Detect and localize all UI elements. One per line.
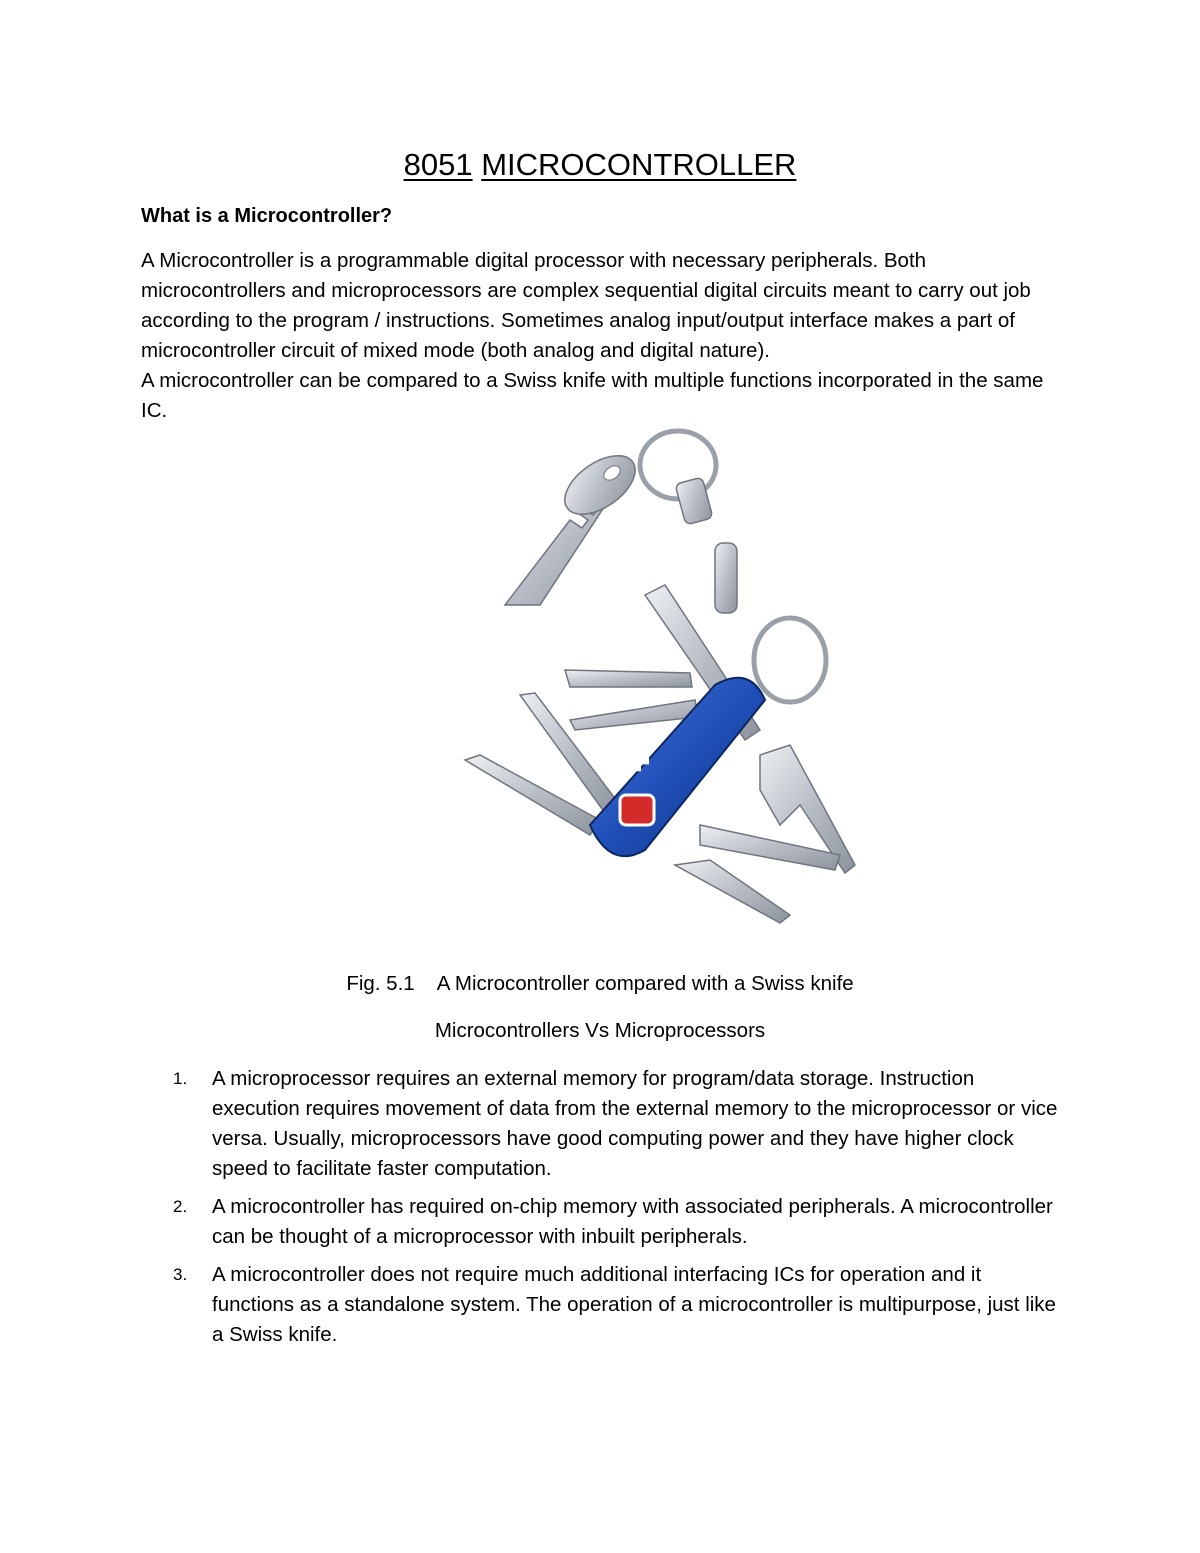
list-item-text: A microcontroller does not require much additional interfacing ICs for operation and it functions as a standalone system. The operation of a microcontroller is multipurpose, just like a Swiss knife. <box>212 1263 1056 1346</box>
subheading: What is a Microcontroller? <box>141 205 393 227</box>
intro-text <box>141 246 1061 426</box>
title-number: 8051 <box>403 147 473 182</box>
paragraph-comparison: A microcontroller can be compared to a Swiss knife with multiple functions incorporated in the same IC. <box>141 369 1044 422</box>
figure-number: Fig. 5.1 <box>346 972 415 995</box>
list-item-text: A microcontroller has required on-chip memory with associated peripherals. A microcontroller can be thought of a microprocessor with inbuilt peripherals. <box>212 1195 1053 1248</box>
figure-caption-text: A Microcontroller compared with a Swiss knife <box>436 972 854 995</box>
key-ring-bottom <box>754 618 826 702</box>
page-title <box>0 146 1200 184</box>
figure-caption <box>0 970 1200 998</box>
connector-plug <box>715 543 737 613</box>
list-item <box>141 1064 1061 1184</box>
swiss-knife-illustration <box>460 425 870 925</box>
title-text: MICROCONTROLLER <box>481 147 797 182</box>
comparison-list <box>141 1064 1061 1358</box>
list-item <box>141 1260 1061 1350</box>
list-item-number: 1. <box>173 1069 188 1088</box>
paragraph-definition: A Microcontroller is a programmable digital processor with necessary peripherals. Both microcontrollers and microprocessors are complex sequential digital circuits meant to carry out job according to the program / instructions. Sometimes analog input/output interface makes a part of microcontroller circuit of mixed mode (both analog and digital nature). <box>141 249 1031 362</box>
list-item-number: 2. <box>173 1197 188 1216</box>
section-title: Microcontrollers Vs Microprocessors <box>434 1019 766 1042</box>
list-item <box>141 1192 1061 1252</box>
list-item-number: 3. <box>173 1265 188 1284</box>
list-item-text: A microprocessor requires an external memory for program/data storage. Instruction execution requires movement of data from the external memory to the microprocessor or vice versa. Usually, microprocessors have good computing power and they have higher clock speed to facilitate faster computation. <box>212 1067 1058 1180</box>
key-icon <box>505 444 645 605</box>
